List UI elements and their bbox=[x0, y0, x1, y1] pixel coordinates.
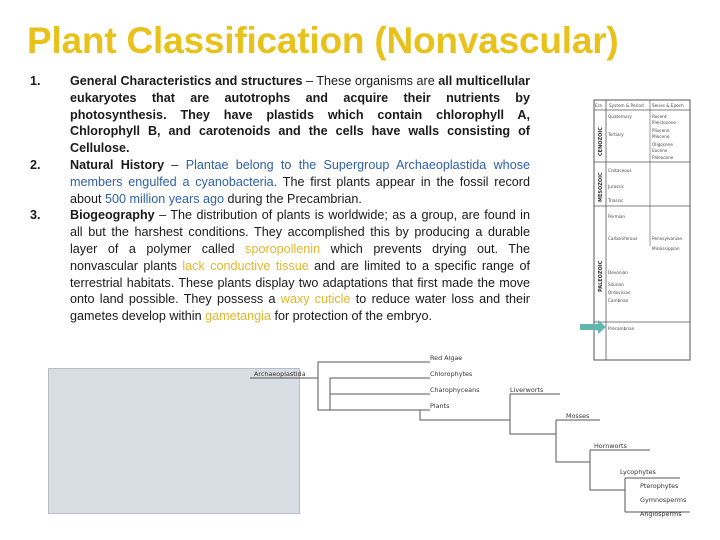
era-paleozoic: PALEOZOIC bbox=[598, 260, 604, 292]
text-run: which prevents drying out. The nonvascular plants bbox=[70, 241, 531, 273]
period-label: Permian bbox=[608, 214, 626, 219]
clade-label: Chlorophytes bbox=[430, 370, 473, 378]
list-item bbox=[30, 73, 530, 157]
text-run: – These organisms are bbox=[302, 74, 439, 88]
period-label: Cambrian bbox=[608, 298, 629, 303]
header-epoch: Series & Epoch bbox=[652, 103, 684, 108]
text-run: The first plants appear in the fossil record about bbox=[70, 174, 530, 206]
epoch-label: Pleistocene bbox=[652, 120, 676, 125]
text-run: Plantae belong to the Supergroup Archaeoplastida whose members engulfed a cyanobacteria. bbox=[70, 157, 530, 189]
period-label: Carboniferous bbox=[608, 236, 638, 241]
text-run: for protection of the embryo. bbox=[270, 309, 432, 324]
header-era: Era bbox=[595, 103, 602, 108]
text-run: – The distribution of plants is worldwide; as a group, are found in all but the harshest conditions. They accomplished this by producing a durable layer of a polymer called bbox=[70, 208, 530, 256]
period-label: Ordovician bbox=[608, 290, 631, 295]
clade-label: Red Algae bbox=[430, 354, 463, 362]
clade-label: Archaeoplastida bbox=[254, 370, 306, 378]
heading-general-characteristics: General Characteristics and structures bbox=[70, 74, 303, 88]
text-run: lack conductive tissue bbox=[182, 258, 309, 273]
text-run: to reduce water loss and their gametes develop within bbox=[70, 292, 530, 324]
text-run: that are autotrophs and acquire their nutrients by photosynthesis. They have plastids which contain chlorophyll A, Chlorophyll B, and carotenoids and the cells have walls consisting of Cellulose. bbox=[70, 90, 530, 156]
text-run: all multicellular eukaryotes bbox=[70, 74, 530, 105]
list-text bbox=[70, 207, 530, 325]
clade-label: Lycophytes bbox=[620, 468, 656, 476]
period-label: Precambrian bbox=[608, 326, 635, 331]
text-run: sporopollenin bbox=[245, 241, 321, 256]
period-label: Triassic bbox=[608, 198, 624, 203]
epoch-label: Oligocene bbox=[652, 142, 673, 147]
text-run: waxy cuticle bbox=[280, 292, 351, 307]
list-item bbox=[30, 157, 530, 207]
text-run: gametangia bbox=[205, 309, 271, 324]
era-mesozoic: MESOZOIC bbox=[598, 172, 604, 202]
epoch-label: Paleocene bbox=[652, 155, 674, 160]
text-run: – bbox=[164, 157, 186, 172]
clade-label: Hornworts bbox=[594, 442, 627, 450]
epoch-label: Pennsylvanian bbox=[652, 236, 683, 241]
clade-label: Liverworts bbox=[510, 386, 544, 394]
list-number: 2. bbox=[30, 157, 41, 172]
clade-label: Mosses bbox=[566, 412, 590, 420]
period-label: Cretaceous bbox=[608, 168, 632, 173]
clade-label: Gymnosperms bbox=[640, 496, 687, 504]
period-label: Devonian bbox=[608, 270, 628, 275]
list-number: 1. bbox=[30, 74, 41, 88]
list-text bbox=[70, 157, 530, 207]
clade-label: Pterophytes bbox=[640, 482, 679, 490]
text-run: and are limited to a specific range of terrestrial habitats. These plants display two adaptations that first made the move onto land possible. They possess a bbox=[70, 258, 530, 307]
characteristics-list bbox=[30, 73, 530, 325]
geologic-timescale bbox=[580, 96, 692, 364]
period-label: Jurassic bbox=[608, 184, 625, 189]
clade-label: Angiosperms bbox=[640, 510, 682, 518]
epoch-label: Mississippian bbox=[652, 246, 680, 251]
epoch-label: Pliocene bbox=[652, 128, 670, 133]
heading-biogeography: Biogeography bbox=[70, 208, 155, 223]
epoch-label: Recent bbox=[652, 114, 667, 119]
text-run: 500 million years ago bbox=[105, 191, 225, 206]
list-item bbox=[30, 207, 530, 325]
heading-natural-history: Natural History bbox=[70, 157, 165, 172]
list-text bbox=[70, 73, 530, 157]
cladogram bbox=[0, 350, 720, 540]
era-cenozoic: CENOZOIC bbox=[598, 127, 604, 156]
period-label: Tertiary bbox=[608, 132, 624, 137]
epoch-label: Eocene bbox=[652, 148, 668, 153]
list-number: 3. bbox=[30, 208, 41, 223]
clade-label: Plants bbox=[430, 402, 450, 410]
header-period: System & Period bbox=[609, 103, 644, 108]
text-run: during the Precambrian. bbox=[224, 191, 362, 206]
slide-title: Plant Classification (Nonvascular) bbox=[27, 20, 619, 61]
clade-label: Charophyceans bbox=[430, 386, 480, 394]
period-label: Quaternary bbox=[608, 114, 632, 119]
epoch-label: Miocene bbox=[652, 134, 670, 139]
period-label: Silurian bbox=[608, 282, 624, 287]
